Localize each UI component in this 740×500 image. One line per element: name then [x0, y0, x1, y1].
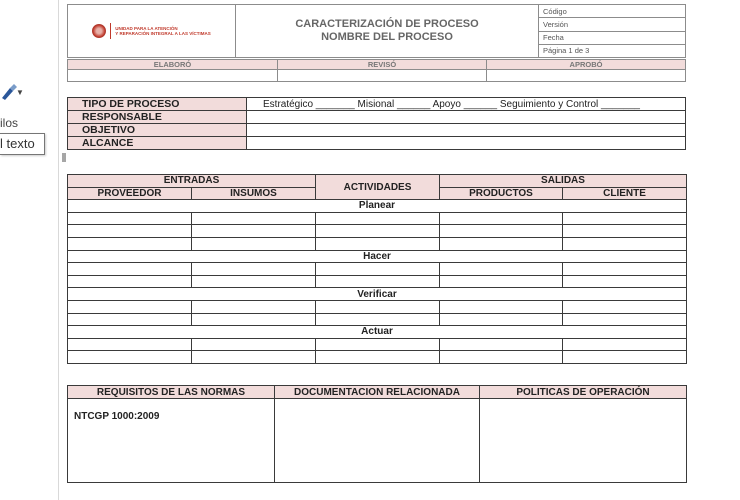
tipo-proceso-options[interactable]: Estratégico _______ Misional ______ Apoyo ______ Seguimiento y Control _______ — [247, 98, 686, 111]
paragraph-marker — [62, 153, 66, 162]
institution-logo — [71, 23, 232, 39]
styles-label[interactable]: ilos — [0, 116, 19, 130]
process-info-table — [67, 97, 686, 150]
word-ribbon-partial — [0, 0, 60, 500]
seal-icon — [92, 24, 106, 38]
table-row — [68, 225, 687, 238]
responsable-field[interactable] — [247, 111, 686, 124]
logo-line-1: UNIDAD PARA LA ATENCIÓN — [115, 26, 178, 31]
table-row — [68, 237, 687, 250]
aprobo-header: APROBÓ — [487, 60, 686, 70]
table-row — [68, 275, 687, 288]
chevron-down-icon[interactable]: ▼ — [16, 88, 24, 97]
politicas-field[interactable] — [480, 399, 687, 483]
fecha-label: Fecha — [539, 31, 686, 44]
responsable-label: RESPONSABLE — [68, 111, 247, 124]
reviso-field[interactable] — [278, 70, 487, 82]
objetivo-label: OBJETIVO — [68, 124, 247, 137]
table-row — [68, 338, 687, 351]
table-row — [68, 212, 687, 225]
alcance-field[interactable] — [247, 137, 686, 150]
ribbon-divider — [58, 0, 59, 500]
codigo-label: Código — [539, 5, 686, 18]
logo-line-2: Y REPARACIÓN INTEGRAL A LAS VÍCTIMAS — [115, 31, 211, 36]
alcance-label: ALCANCE — [68, 137, 247, 150]
reviso-header: REVISÓ — [278, 60, 487, 70]
elaboro-field[interactable] — [68, 70, 278, 82]
cliente-header: CLIENTE — [563, 187, 687, 200]
signoff-table — [67, 59, 686, 82]
tipo-proceso-label: TIPO DE PROCESO — [68, 98, 247, 111]
requirements-table — [67, 385, 687, 483]
politicas-header: POLITICAS DE OPERACIÓN — [480, 386, 687, 399]
activities-table — [67, 174, 687, 364]
phase-hacer: Hacer — [68, 250, 687, 263]
productos-header: PRODUCTOS — [440, 187, 563, 200]
proveedor-header: PROVEEDOR — [68, 187, 192, 200]
version-label: Versión — [539, 18, 686, 31]
actividades-header: ACTIVIDADES — [316, 175, 440, 200]
phase-verificar: Verificar — [68, 288, 687, 301]
requisitos-header: REQUISITOS DE LAS NORMAS — [68, 386, 275, 399]
title-line-1: CARACTERIZACIÓN DE PROCESO — [295, 18, 479, 30]
documentacion-header: DOCUMENTACION RELACIONADA — [275, 386, 480, 399]
insumos-header: INSUMOS — [192, 187, 316, 200]
documentacion-field[interactable] — [275, 399, 480, 483]
objetivo-field[interactable] — [247, 124, 686, 137]
document-title — [236, 5, 539, 58]
logo-cell — [68, 5, 236, 58]
table-row — [68, 300, 687, 313]
norma-value[interactable]: NTCGP 1000:2009 — [68, 399, 275, 483]
table-row — [68, 313, 687, 326]
phase-planear: Planear — [68, 200, 687, 213]
document-header — [67, 4, 686, 58]
table-row — [68, 351, 687, 364]
tooltip: l texto — [0, 133, 45, 155]
table-row — [68, 263, 687, 276]
phase-actuar: Actuar — [68, 326, 687, 339]
salidas-header: SALIDAS — [440, 175, 687, 188]
page-number: Página 1 de 3 — [539, 44, 686, 57]
aprobo-field[interactable] — [487, 70, 686, 82]
title-line-2: NOMBRE DEL PROCESO — [321, 31, 453, 43]
elaboro-header: ELABORÓ — [68, 60, 278, 70]
entradas-header: ENTRADAS — [68, 175, 316, 188]
